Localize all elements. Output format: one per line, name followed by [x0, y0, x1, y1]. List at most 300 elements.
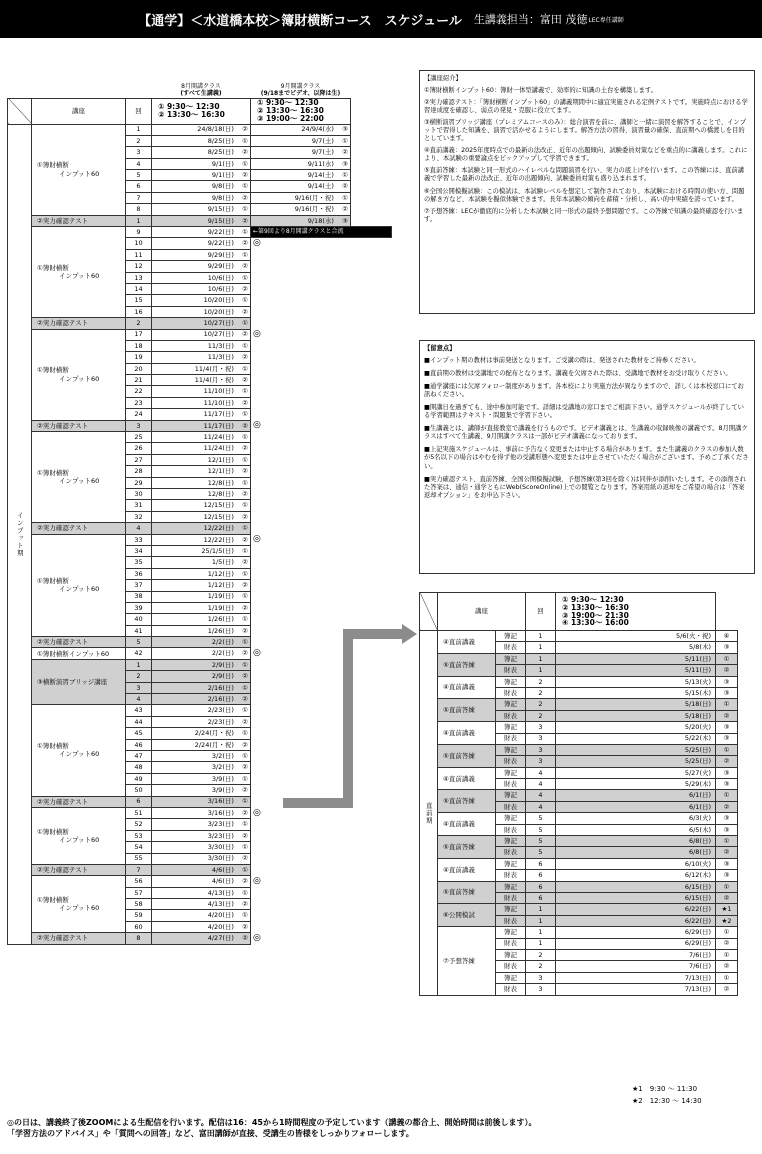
time-slot: ② [242, 262, 248, 271]
session-number: 3 [526, 984, 556, 995]
subject-label: 財表 [496, 710, 526, 721]
aug-class-date [152, 466, 251, 477]
final-date: 5/6(火・祝) [556, 631, 716, 642]
session-number: 6 [526, 858, 556, 869]
subject-label: 財表 [496, 961, 526, 972]
header-diagonal-cell [8, 98, 32, 124]
session-number: 14 [126, 283, 152, 294]
schedule-row [420, 653, 738, 664]
page-title: 【通学】＜水道橋本校＞簿財横断コース スケジュール [138, 13, 462, 29]
column-header-course: 講座 [438, 593, 526, 631]
session-number: 49 [126, 773, 152, 784]
session-number: 56 [126, 876, 152, 887]
course-name: ⑦予想答練 [438, 927, 496, 995]
zoom-marker [251, 272, 351, 283]
sep-class-date [251, 204, 351, 215]
aug-class-date [152, 625, 251, 636]
aug-class-date [152, 876, 251, 887]
course-name-line: ②実力確認テスト [37, 934, 89, 943]
aug-class-date [152, 773, 251, 784]
course-name: ⑥公開模試 [438, 904, 496, 927]
schedule-row [420, 858, 738, 869]
aug-class-date [152, 614, 251, 625]
time-slot: ② [242, 786, 248, 795]
course-name-line: インプット60 [59, 272, 100, 281]
spacer [351, 432, 392, 443]
zoom-marker [251, 477, 351, 488]
zoom-marker: ◎ [253, 875, 261, 886]
notes-box [419, 340, 755, 574]
aug-class-date [152, 238, 251, 249]
course-name: ④直前講義 [438, 767, 496, 790]
aug-class-date [152, 716, 251, 727]
spacer [351, 272, 392, 283]
zoom-marker [251, 591, 351, 602]
date-text: 2/16(日) [207, 683, 234, 692]
spacer [351, 500, 392, 511]
aug-class-date [152, 887, 251, 898]
zoom-marker [251, 249, 351, 260]
aug-class-date [152, 340, 251, 351]
spacer [351, 545, 392, 556]
footer-line-1: ◎の日は、講義終了後ZOOMによる生配信を行います。配信は16：45から1時間程度の予定しています（講義の都合上、開始時間は前後します）。 [7, 1118, 537, 1127]
final-date: 5/8(木) [556, 642, 716, 653]
time-slot: ② [716, 756, 738, 767]
time-slot: ② [242, 763, 248, 772]
aug-class-date [152, 853, 251, 864]
spacer [351, 420, 392, 431]
intro-item: ②実力確認テスト：「簿財横断インプット60」の講義期間中に適宜実施される定例テストです。実施時点における学習達成度を確認し、弱点の発見・克服に役立てます。 [424, 99, 748, 115]
intro-item: ③横断演習ブリッジ講座（プレミアムコースのみ）：総合演習を前に、講師と一緒に演習を解答することで、インプットで習得した知識を、演習で活かせるようにします。解答方法の習得、演習量の確保、直前期への橋渡しを目的としています。 [424, 119, 746, 143]
time-slot: ② [242, 171, 248, 179]
schedule-row [8, 124, 392, 135]
final-date: 7/6(日) [556, 949, 716, 960]
session-number: 28 [126, 466, 152, 477]
aug-class-date [152, 921, 251, 932]
time-slot: ③ [716, 813, 738, 824]
sep-class-date [251, 170, 351, 181]
date-text: 9/14(土) [307, 171, 334, 179]
aug-class-date [152, 910, 251, 921]
date-text: 12/8(日) [207, 478, 234, 487]
sep-class-date [251, 181, 351, 192]
aug-class-date [152, 899, 251, 910]
zoom-marker [251, 864, 351, 875]
session-number: 45 [126, 728, 152, 739]
date-text: 1/5(日) [211, 558, 234, 567]
sep-class-date [251, 192, 351, 203]
zoom-marker [251, 511, 351, 522]
time-slot: ② [242, 672, 248, 681]
date-text: 9/14(土) [307, 182, 334, 191]
date-text: 9/7(土) [311, 148, 334, 157]
session-number: 6 [526, 881, 556, 892]
aug-class-date [152, 796, 251, 807]
time-slot: ① [242, 546, 248, 555]
time-slot: ② [242, 353, 248, 362]
session-number: 58 [126, 899, 152, 910]
time-slot: ② [716, 665, 738, 676]
session-number: 1 [526, 642, 556, 653]
date-text: 9/15(日) [207, 205, 234, 214]
session-number: 19 [126, 352, 152, 363]
time-slot: ② [242, 125, 248, 134]
time-slot: ③ [716, 722, 738, 733]
session-number: 50 [126, 785, 152, 796]
date-text: 9/8(日) [211, 193, 234, 202]
time-slot: ① [342, 136, 348, 145]
subject-label: 簿記 [496, 836, 526, 847]
aug-class-date [152, 306, 251, 317]
subject-label: 財表 [496, 687, 526, 698]
date-text: 3/16(日) [207, 808, 234, 817]
schedule-row [420, 813, 738, 824]
schedule-row [8, 329, 392, 340]
spacer [351, 295, 392, 306]
instructor-title: LEC専任講師 [588, 16, 624, 24]
time-slot: ② [242, 193, 248, 202]
spacer [351, 283, 392, 294]
time-slot: ① [242, 159, 248, 168]
course-name-line: ①簿財横断インプット60 [37, 649, 110, 658]
intro-item: ⑤直前答練：本試験と同一形式のハイレベルな問題演習を行い、実力の底上げを行います。この答練には、直前講義で学習した最新の法改正、近年の出題傾向、試験委員対策も盛り込まれます。 [424, 167, 744, 183]
zoom-marker [251, 568, 351, 579]
date-text: 11/24(日) [203, 432, 234, 441]
session-number: 1 [526, 915, 556, 926]
subject-label: 簿記 [496, 881, 526, 892]
course-introduction-box [419, 70, 755, 314]
final-date: 6/22(日) [556, 904, 716, 915]
session-number: 34 [126, 545, 152, 556]
time-slot: ① [242, 683, 248, 692]
session-number: 51 [126, 807, 152, 818]
course-name-line: インプット60 [59, 835, 100, 844]
aug-class-date [152, 363, 251, 374]
time-slot: ② [242, 831, 248, 840]
course-name [32, 523, 126, 534]
session-number: 43 [126, 705, 152, 716]
session-number: 1 [126, 659, 152, 670]
time-slot: ② [242, 512, 248, 521]
spacer [351, 249, 392, 260]
session-number: 3 [126, 147, 152, 158]
spacer [351, 466, 392, 477]
subject-label: 簿記 [496, 904, 526, 915]
session-number: 3 [526, 756, 556, 767]
date-text: 25/1/5(日) [201, 546, 234, 555]
time-slot: ② [716, 710, 738, 721]
schedule-row [8, 864, 392, 875]
subject-label: 財表 [496, 642, 526, 653]
time-slot: ② [342, 148, 348, 157]
session-number: 15 [126, 295, 152, 306]
time-slot: ① [242, 364, 248, 373]
final-date: 5/20(火) [556, 722, 716, 733]
session-number: 13 [126, 272, 152, 283]
spacer [351, 921, 392, 932]
footer-note [7, 1118, 757, 1140]
sep-class-date [251, 135, 351, 146]
final-date: 6/8(日) [556, 847, 716, 858]
course-name-line: ①簿財横断 [37, 263, 69, 272]
date-text: 2/9(日) [211, 672, 234, 681]
spacer [351, 306, 392, 317]
course-name-line: ①簿財横断 [37, 468, 69, 477]
session-number: 52 [126, 819, 152, 830]
time-slot: ② [242, 239, 248, 248]
session-number: 36 [126, 568, 152, 579]
subject-label: 簿記 [496, 653, 526, 664]
session-number: 53 [126, 830, 152, 841]
date-text: 10/20(日) [203, 296, 234, 305]
session-number: 10 [126, 238, 152, 249]
date-text: 3/16(日) [207, 797, 234, 806]
course-name-line: ①簿財横断 [37, 896, 69, 905]
session-number: 30 [126, 489, 152, 500]
session-number: 27 [126, 454, 152, 465]
subject-label: 簿記 [496, 744, 526, 755]
date-text: 12/15(日) [203, 512, 234, 521]
time-slot: ① [242, 432, 248, 441]
spacer [351, 318, 392, 329]
course-name-line: インプット60 [59, 477, 100, 486]
aug-class-date [152, 409, 251, 420]
time-slot: ② [716, 961, 738, 972]
zoom-marker [251, 295, 351, 306]
spacer [351, 443, 392, 454]
final-date: 5/15(木) [556, 687, 716, 698]
course-name [32, 318, 126, 329]
session-number: 7 [126, 192, 152, 203]
aug-class-date [152, 682, 251, 693]
aug-class-date [152, 272, 251, 283]
session-number: 22 [126, 386, 152, 397]
intro-item: ④直前講義：2025年度時点での最新の法改正、近年の出題傾向、試験委員対策などを重点的に講義します。これにより、本試験の重要論点をピックアップして学習できます。 [424, 147, 748, 163]
date-text: 12/15(日) [203, 501, 234, 510]
course-name [32, 933, 126, 944]
session-number: 8 [126, 933, 152, 944]
final-date: 6/1(日) [556, 801, 716, 812]
time-slot: ① [242, 205, 248, 214]
spacer [351, 238, 392, 249]
time-slot: ★2 [716, 915, 738, 926]
date-text: 9/22(日) [207, 227, 234, 236]
time-slot: ① [242, 182, 248, 191]
aug-class-date [152, 500, 251, 511]
intro-item: ①簿財横断インプット60：簿財一体型講義で、効率的に知識の土台を構築します。 [424, 87, 657, 95]
date-text: 11/10(日) [203, 387, 234, 396]
aug-class-date [152, 659, 251, 670]
time-slot: ③ [342, 216, 348, 225]
date-text: 2/24(月・祝) [194, 740, 234, 749]
session-number: 7 [126, 864, 152, 875]
spacer [351, 602, 392, 613]
aug-class-date [152, 568, 251, 579]
course-name: ⑤直前答練 [438, 699, 496, 722]
time-slot: ③ [716, 767, 738, 778]
final-date: 6/3(火) [556, 813, 716, 824]
course-name [32, 705, 126, 796]
session-number: 3 [126, 420, 152, 431]
zoom-marker [251, 500, 351, 511]
course-name-line: インプット60 [59, 904, 100, 913]
session-number: 26 [126, 443, 152, 454]
header-diagonal-cell [420, 593, 438, 631]
zoom-marker [251, 375, 351, 386]
aug-class-date [152, 432, 251, 443]
subject-label: 財表 [496, 870, 526, 881]
session-number: 11 [126, 249, 152, 260]
zoom-marker [251, 306, 351, 317]
schedule-row [420, 699, 738, 710]
date-text: 11/3(日) [207, 353, 234, 362]
date-text: 3/9(日) [211, 774, 234, 783]
session-number: 60 [126, 921, 152, 932]
aug-class-date [152, 454, 251, 465]
sep-class-date [251, 215, 351, 226]
date-text: 12/1(日) [207, 467, 234, 476]
subject-label: 簿記 [496, 722, 526, 733]
time-slot: ③ [342, 125, 348, 134]
note-item: ■インプット期の教材は事前発送となります。ご受講の際は、発送された教材をご持参ください。 [424, 357, 700, 365]
time-slot: ② [242, 558, 248, 567]
zoom-marker: ◎ [253, 648, 261, 659]
aug-class-date [152, 580, 251, 591]
schedule-row [8, 318, 392, 329]
session-number: 31 [126, 500, 152, 511]
date-text: 3/30(日) [207, 843, 234, 852]
period-label-final: 直前期 [420, 631, 438, 996]
intro-item: ⑦予想答練：LECが徹底的に分析した本試験と同一形式の最終予想問題です。この答練で知識の最終確認を行います。 [424, 207, 744, 223]
session-number: 55 [126, 853, 152, 864]
aug-class-date [152, 420, 251, 431]
spacer [351, 340, 392, 351]
spacer [351, 375, 392, 386]
spacer [351, 830, 392, 841]
course-name [32, 864, 126, 875]
aug-class-date [152, 329, 251, 340]
aug-class-date [152, 261, 251, 272]
note-item: ■上記実施スケジュールは、事前に予告なく変更または中止する場合があります。また生講義のクラスの参加人数が5名以下の場合はやむを得ず他の受講形態へ変更または中止させていただく場合がございます。予めご了承ください。 [424, 446, 749, 470]
aug-class-date [152, 477, 251, 488]
date-text: 11/17(日) [203, 421, 234, 430]
marker-cell [351, 124, 392, 135]
final-period-schedule-table [419, 592, 738, 996]
session-number: 41 [126, 625, 152, 636]
time-slot: ② [242, 148, 248, 157]
aug-class-date [152, 443, 251, 454]
time-slot: ② [342, 182, 348, 191]
session-number: 48 [126, 762, 152, 773]
spacer [351, 853, 392, 864]
course-name-line: ②実力確認テスト [37, 421, 89, 430]
course-name [32, 329, 126, 420]
spacer [351, 910, 392, 921]
course-name: ④直前講義 [438, 631, 496, 654]
subject-label: 財表 [496, 824, 526, 835]
time-slot: ① [242, 843, 248, 852]
date-text: 3/9(日) [211, 786, 234, 795]
note-item: ■開講日を過ぎても、途中参加可能です。詳細は受講地の窓口までご相談下さい。通学スケジュールが終了している学習範囲はテキスト・問題集で学習下さい。 [424, 404, 744, 420]
aug-class-date [152, 557, 251, 568]
date-text: 11/24(日) [203, 444, 234, 453]
session-number: 1 [526, 938, 556, 949]
final-date: 5/11(日) [556, 653, 716, 664]
subject-label: 簿記 [496, 858, 526, 869]
date-text: 9/16(月・祝) [294, 205, 334, 214]
date-text: 12/22(日) [203, 535, 234, 544]
aug-class-date [152, 170, 251, 181]
course-name-line: ①簿財横断 [37, 366, 69, 375]
zoom-marker [251, 466, 351, 477]
zoom-marker [251, 363, 351, 374]
period-label-input: インプット期 [8, 124, 32, 944]
date-text: 9/15(日) [207, 216, 234, 225]
spacer [716, 593, 738, 631]
date-text: 8/25(日) [207, 136, 234, 145]
session-number: 3 [526, 744, 556, 755]
spacer [351, 397, 392, 408]
date-text: 1/26(日) [207, 626, 234, 635]
subject-label: 財表 [496, 892, 526, 903]
course-name [32, 659, 126, 705]
course-name-line: ①簿財横断 [37, 827, 69, 836]
spacer [351, 352, 392, 363]
marker-cell [351, 158, 392, 169]
date-text: 2/16(日) [207, 694, 234, 703]
spacer [351, 580, 392, 591]
spacer [351, 363, 392, 374]
session-number: 3 [526, 733, 556, 744]
spacer [351, 887, 392, 898]
schedule-row [420, 927, 738, 938]
sep-class-date [251, 158, 351, 169]
date-text: 9/7(土) [311, 136, 334, 145]
time-slot: ① [242, 136, 248, 145]
spacer [351, 557, 392, 568]
zoom-marker [251, 318, 351, 329]
session-number: 2 [526, 710, 556, 721]
date-text: 9/11(水) [307, 159, 334, 168]
time-slot: ① [716, 927, 738, 938]
zoom-marker [251, 887, 351, 898]
time-slot: ② [242, 307, 248, 316]
time-slot: ① [242, 820, 248, 829]
final-date: 6/15(日) [556, 881, 716, 892]
aug-class-date [152, 762, 251, 773]
subject-label: 財表 [496, 801, 526, 812]
final-date: 5/13(火) [556, 676, 716, 687]
zoom-marker [251, 899, 351, 910]
session-number: 5 [526, 836, 556, 847]
final-date: 7/6(日) [556, 961, 716, 972]
session-number: 1 [526, 665, 556, 676]
legend-item: ★2 12:30 ～ 14:30 [632, 1096, 702, 1105]
schedule-row [8, 876, 392, 887]
final-date: 6/10(火) [556, 858, 716, 869]
time-slot: ★1 [716, 904, 738, 915]
session-number: 4 [526, 790, 556, 801]
course-name-line: ②実力確認テスト [37, 524, 89, 533]
date-text: 2/2(日) [211, 638, 234, 647]
date-text: 9/29(日) [207, 250, 234, 259]
session-number: 1 [126, 215, 152, 226]
spacer [351, 534, 392, 545]
subject-label: 簿記 [496, 972, 526, 983]
subject-label: 財表 [496, 938, 526, 949]
zoom-marker [251, 386, 351, 397]
time-slot: ① [242, 250, 248, 259]
